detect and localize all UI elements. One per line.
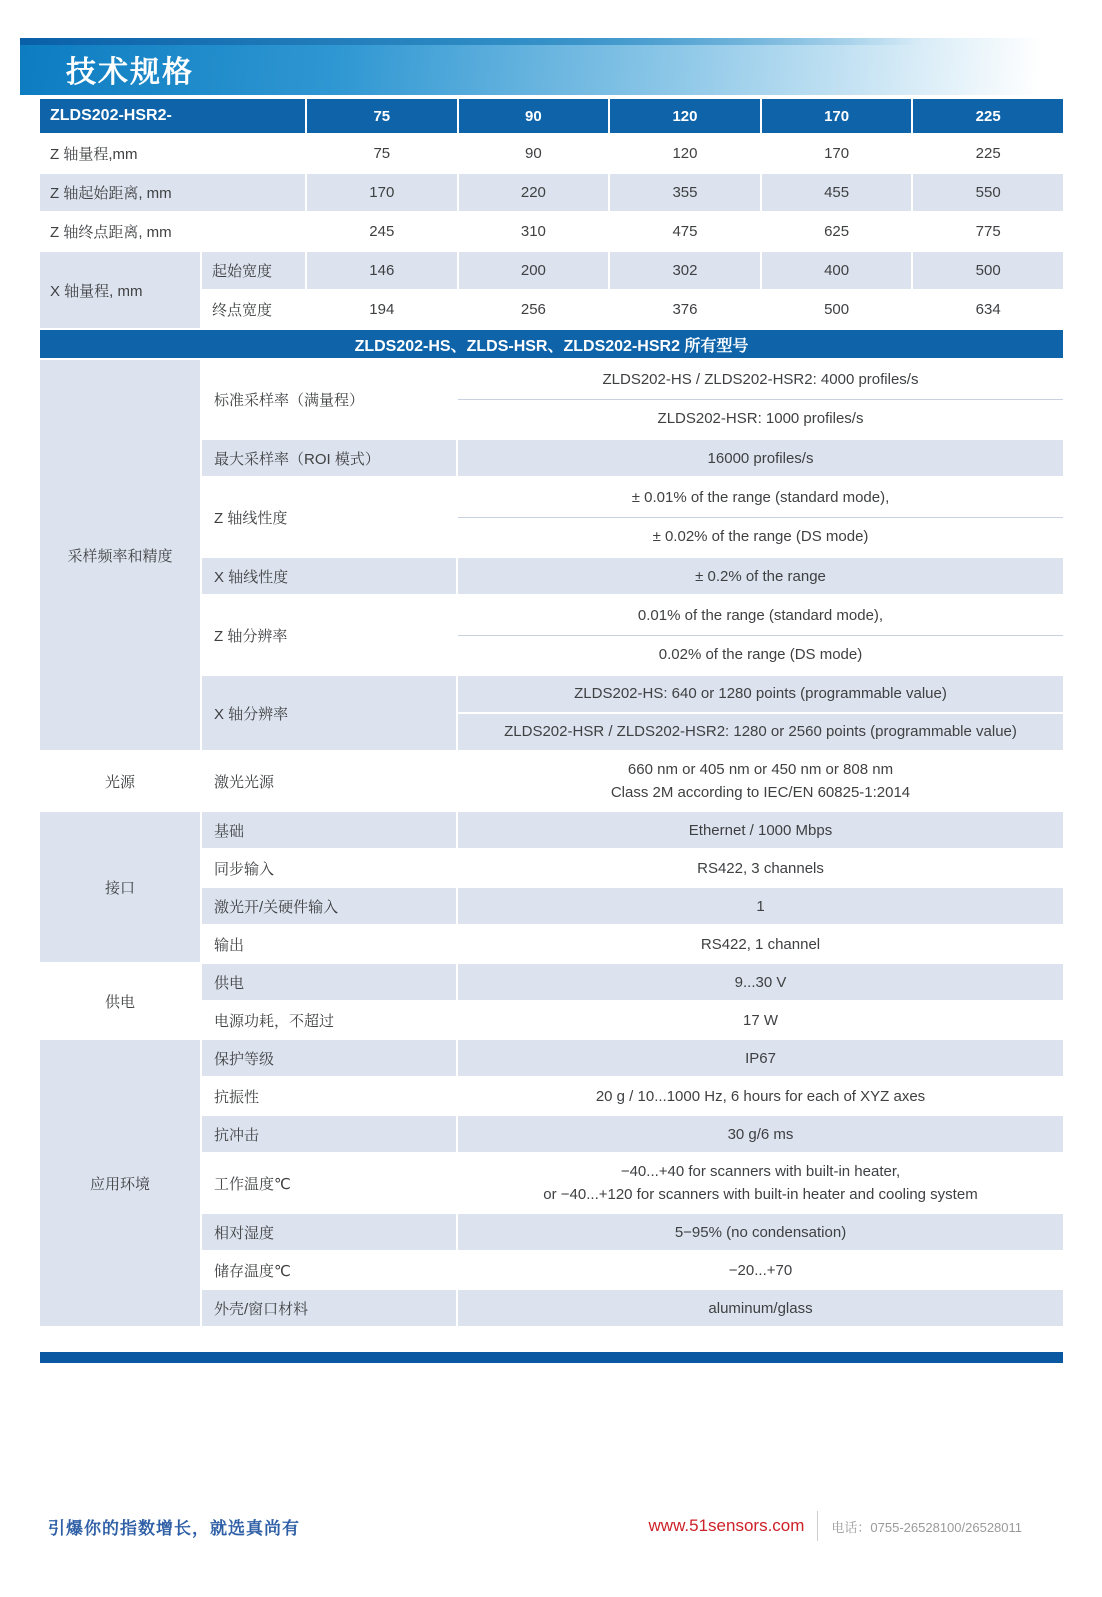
spec-row-label: 储存温度℃ [202,1252,456,1288]
spec-value-line: ZLDS202-HS: 640 or 1280 points (programmable value) [458,676,1063,712]
spec-value-line [458,1040,1063,1076]
all-models-banner: ZLDS202-HS、ZLDS-HSR、ZLDS202-HSR2 所有型号 [40,330,1063,358]
spec-value-text: 17 W [742,1011,778,1029]
spec-row [202,360,1063,438]
spec-row-label: 外壳/窗口材料 [202,1290,456,1326]
spec-row-label: 标准采样率（满量程） [202,360,456,438]
spec-section-rows [202,752,1063,810]
spec-value-text: RS422, 1 channel [700,935,821,953]
spec-group-label: 采样频率和精度 [40,360,200,750]
spec-value-line: 0.02% of the range (DS mode) [458,635,1063,674]
spec-value-text: RS422, 3 channels [697,859,824,877]
spec-group-label: 光源 [40,752,200,810]
spec-value-text: or −40...+120 for scanners with built-in heater and cooling system [543,1186,978,1203]
model-cell: 625 [762,213,912,250]
spec-row-label: 电源功耗，不超过 [202,1002,456,1038]
model-header-col: 225 [913,99,1063,133]
model-cell: 170 [762,135,912,172]
footer-divider [817,1511,818,1541]
model-cell: 355 [610,174,760,211]
model-cell: 200 [459,252,609,289]
spec-row [202,1154,1063,1212]
spec-value [458,964,1063,1000]
spec-row [202,888,1063,924]
spec-value [458,1290,1063,1326]
spec-value [458,360,1063,438]
spec-group-label: 供电 [40,964,200,1038]
model-table-header [40,99,1063,133]
x-range-subrow [202,252,1063,289]
x-range-subrows [202,252,1063,328]
model-cell: 310 [459,213,609,250]
spec-value-line [458,812,1063,848]
model-cell: 220 [459,174,609,211]
spec-value [458,1214,1063,1250]
spec-section [40,964,1063,1038]
spec-section-rows [202,360,1063,750]
spec-row-label: 抗振性 [202,1078,456,1114]
spec-row [202,1290,1063,1326]
spec-row [202,1214,1063,1250]
spec-value-line [458,558,1063,594]
model-cell: 170 [307,174,457,211]
spec-value-line [458,1290,1063,1326]
spec-value-line [458,926,1063,962]
spec-value-line [458,850,1063,886]
spec-value-text: 30 g/6 ms [727,1125,794,1143]
spec-value [458,850,1063,886]
spec-value-line: ± 0.01% of the range (standard mode), [458,478,1063,517]
model-header-col: 75 [307,99,457,133]
spec-value-text: IP67 [745,1049,776,1067]
spec-row-label: X 轴分辨率 [202,676,456,750]
spec-row [202,1002,1063,1038]
model-cell: 146 [307,252,457,289]
spec-row [202,478,1063,556]
footer-slogan: 引爆你的指数增长，就选真尚有 [48,1518,300,1538]
model-cell: 225 [913,135,1063,172]
spec-row-label: 基础 [202,812,456,848]
spec-section [40,1040,1063,1326]
spec-row-label: Z 轴线性度 [202,478,456,556]
spec-value-line [458,752,1063,810]
spec-value-line [458,1002,1063,1038]
spec-value [458,478,1063,556]
model-cell: 500 [762,291,912,328]
spec-value-text: 9...30 V [734,973,787,991]
spec-row [202,1252,1063,1288]
model-header-col: 90 [459,99,609,133]
x-range-label: X 轴量程, mm [40,252,200,328]
model-cell: 775 [913,213,1063,250]
spec-value-line: ZLDS202-HSR / ZLDS202-HSR2: 1280 or 2560 points (programmable value) [458,714,1063,750]
spec-row [202,1040,1063,1076]
spec-value [458,926,1063,962]
model-cell: 302 [610,252,760,289]
spec-section [40,812,1063,962]
spec-value-text: ± 0.2% of the range [695,567,826,585]
spec-row-label: 工作温度℃ [202,1154,456,1212]
spec-value-text: Class 2M according to IEC/EN 60825-1:2014 [610,784,911,801]
model-table [40,99,1063,328]
spec-value-text: 1 [756,897,765,915]
model-cell: 376 [610,291,760,328]
page-title: 技术规格 [66,56,194,89]
model-row [40,174,1063,211]
spec-value [458,752,1063,810]
spec-value-text: 20 g / 10...1000 Hz, 6 hours for each of XYZ axes [595,1087,926,1105]
spec-value [458,596,1063,674]
spec-value-text: −40...+40 for scanners with built-in heater, [620,1163,901,1180]
spec-value [458,1116,1063,1152]
model-cell: 75 [307,135,457,172]
model-cell: 256 [459,291,609,328]
model-header-col: 120 [610,99,760,133]
model-cell: 455 [762,174,912,211]
x-range-group [40,252,1063,328]
spec-section [40,752,1063,810]
footer-contact [649,1511,1022,1541]
x-range-sublabel: 终点宽度 [202,291,305,328]
spec-row [202,964,1063,1000]
spec-value-line: ZLDS202-HSR: 1000 profiles/s [458,399,1063,438]
spec-row-label: X 轴线性度 [202,558,456,594]
spec-row [202,926,1063,962]
spec-value-text: 5−95% (no condensation) [674,1223,847,1241]
spec-row [202,558,1063,594]
spec-row-label: 保护等级 [202,1040,456,1076]
spec-value-line: 0.01% of the range (standard mode), [458,596,1063,635]
spec-value-line [458,440,1063,476]
spec-row [202,850,1063,886]
footer-phone: 电话：0755-26528100/26528011 [831,1519,1022,1535]
spec-row-label: 输出 [202,926,456,962]
x-range-subrow [202,291,1063,328]
spec-section-rows [202,1040,1063,1326]
spec-value-line [458,1078,1063,1114]
spec-value [458,1040,1063,1076]
spec-value-line [458,1154,1063,1212]
model-row-label: Z 轴起始距离, mm [40,174,305,211]
model-cell: 400 [762,252,912,289]
spec-table [40,360,1063,1326]
spec-value-line: ± 0.02% of the range (DS mode) [458,517,1063,556]
model-cell: 120 [610,135,760,172]
spec-value-line [458,1116,1063,1152]
spec-value-text: Ethernet / 1000 Mbps [688,821,833,839]
spec-value-line: ZLDS202-HS / ZLDS202-HSR2: 4000 profiles/s [458,360,1063,399]
spec-value [458,676,1063,750]
x-range-sublabel: 起始宽度 [202,252,305,289]
spec-value [458,1078,1063,1114]
spec-value [458,440,1063,476]
spec-sheet [40,99,1063,1326]
model-cell: 634 [913,291,1063,328]
spec-value-text: aluminum/glass [708,1299,813,1317]
spec-section [40,360,1063,750]
model-cell: 475 [610,213,760,250]
spec-value-line [458,964,1063,1000]
spec-value-text: 16000 profiles/s [707,449,814,467]
spec-row [202,440,1063,476]
footer-website-link[interactable]: www.51sensors.com [648,1516,805,1535]
spec-value-text: −20...+70 [728,1261,793,1279]
model-row-label: Z 轴终点距离, mm [40,213,305,250]
model-header-label: ZLDS202-HSR2- [40,99,305,133]
model-cell: 90 [459,135,609,172]
model-cell: 500 [913,252,1063,289]
spec-section-rows [202,812,1063,962]
model-cell: 245 [307,213,457,250]
model-cell: 550 [913,174,1063,211]
spec-row-label: 激光开/关硬件输入 [202,888,456,924]
spec-value-line [458,1214,1063,1250]
spec-section-rows [202,964,1063,1038]
model-row [40,135,1063,172]
spec-value [458,812,1063,848]
spec-row-label: 相对湿度 [202,1214,456,1250]
spec-value-line [458,1252,1063,1288]
spec-row [202,812,1063,848]
spec-row [202,1116,1063,1152]
spec-row [202,1078,1063,1114]
spec-value-text: 660 nm or 405 nm or 450 nm or 808 nm [627,761,894,778]
spec-row [202,676,1063,750]
model-row [40,213,1063,250]
spec-row-label: 激光光源 [202,752,456,810]
spec-row-label: 供电 [202,964,456,1000]
model-row-label: Z 轴量程,mm [40,135,305,172]
spec-row-label: 最大采样率（ROI 模式） [202,440,456,476]
spec-row [202,596,1063,674]
spec-value [458,888,1063,924]
bottom-bar [40,1352,1063,1363]
spec-row [202,752,1063,810]
footer [48,1511,1022,1541]
model-header-col: 170 [762,99,912,133]
spec-row-label: Z 轴分辨率 [202,596,456,674]
spec-value [458,1154,1063,1212]
spec-group-label: 接口 [40,812,200,962]
spec-value [458,1252,1063,1288]
spec-group-label: 应用环境 [40,1040,200,1326]
title-banner [20,38,1082,95]
model-cell: 194 [307,291,457,328]
spec-value-line [458,888,1063,924]
spec-row-label: 同步输入 [202,850,456,886]
spec-row-label: 抗冲击 [202,1116,456,1152]
spec-value [458,1002,1063,1038]
spec-value [458,558,1063,594]
